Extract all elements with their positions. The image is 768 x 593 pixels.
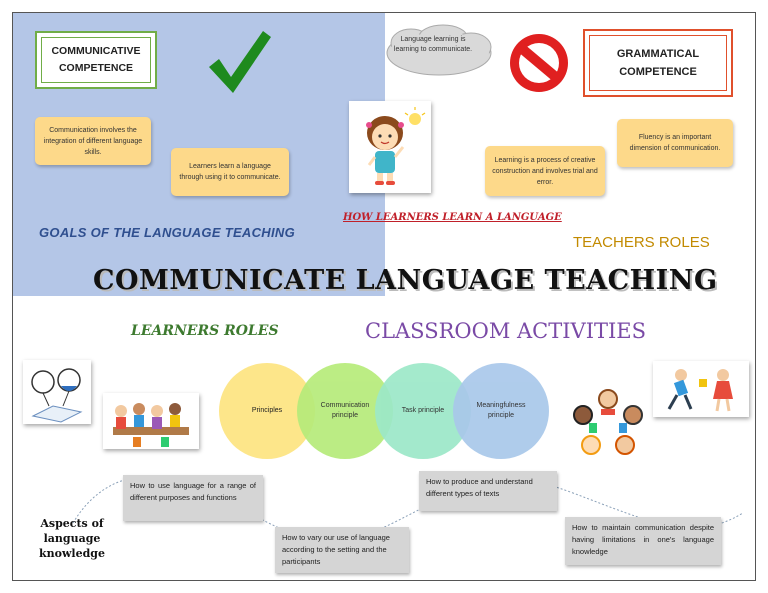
playing-children-icon (653, 361, 749, 417)
communicative-competence-label (41, 37, 151, 83)
children-circle-illustration (567, 387, 649, 461)
cloud-text: Language learning is learning to communicate. (393, 36, 473, 53)
how-learners-heading: HOW LEARNERS LEARN A LANGUAGE (343, 212, 562, 223)
circle-communication-label: Communication principle (320, 402, 370, 419)
girl-idea-icon (349, 101, 431, 193)
playing-children-illustration (653, 361, 749, 417)
circle-meaningfulness-principle (453, 363, 549, 459)
goals-heading: GOALS OF THE LANGUAGE TEACHING (39, 225, 295, 240)
talking-figures-icon (23, 360, 91, 424)
learners-roles-heading: LEARNERS ROLES (131, 323, 279, 339)
talking-figures-illustration (23, 360, 91, 424)
teachers-roles-heading: TEACHERS ROLES (573, 234, 710, 251)
children-circle-icon (567, 387, 649, 461)
circle-task-label: Task principle (401, 407, 445, 414)
note-integration: Communication involves the integration of different language skills. (35, 117, 151, 165)
grammatical-competence-label (589, 35, 727, 91)
aspect-note-vary: How to vary our use of language according to the setting and the participants (275, 527, 409, 573)
classroom-group-icon (103, 393, 199, 449)
poster-frame (12, 12, 756, 581)
no-entry-icon (507, 31, 571, 95)
girl-idea-illustration (349, 101, 431, 193)
grammatical-competence-box (583, 29, 733, 97)
classroom-activities-heading: CLASSROOM ACTIVITIES (365, 319, 647, 343)
aspect-note-range: How to use language for a range of different purposes and functions (123, 475, 263, 521)
note-fluency: Fluency is an important dimension of communication. (617, 119, 733, 167)
aspect-note-produce: How to produce and understand different types of texts (419, 471, 557, 511)
communicative-competence-box (35, 31, 157, 89)
aspect-note-maintain: How to maintain communication despite having limitations in one's language knowledge (565, 517, 721, 565)
note-learners-learn: Learners learn a language through using it to communicate. (171, 148, 289, 196)
circle-principles-label: Principles (251, 407, 283, 414)
main-title: COMMUNICATE LANGUAGE TEACHING (93, 265, 718, 296)
communicative-competence-text: COMMUNICATIVE COMPETENCE (51, 45, 141, 74)
grammatical-competence-text: GRAMMATICAL COMPETENCE (616, 48, 700, 78)
check-mark-icon (205, 27, 275, 99)
aspects-heading: Aspects of language knowledge (39, 517, 105, 560)
circle-meaningfulness-label: Meaningfulness principle (476, 402, 526, 419)
classroom-group-illustration (103, 393, 199, 449)
note-creative-construction: Learning is a process of creative construction and involves trial and error. (485, 146, 605, 196)
